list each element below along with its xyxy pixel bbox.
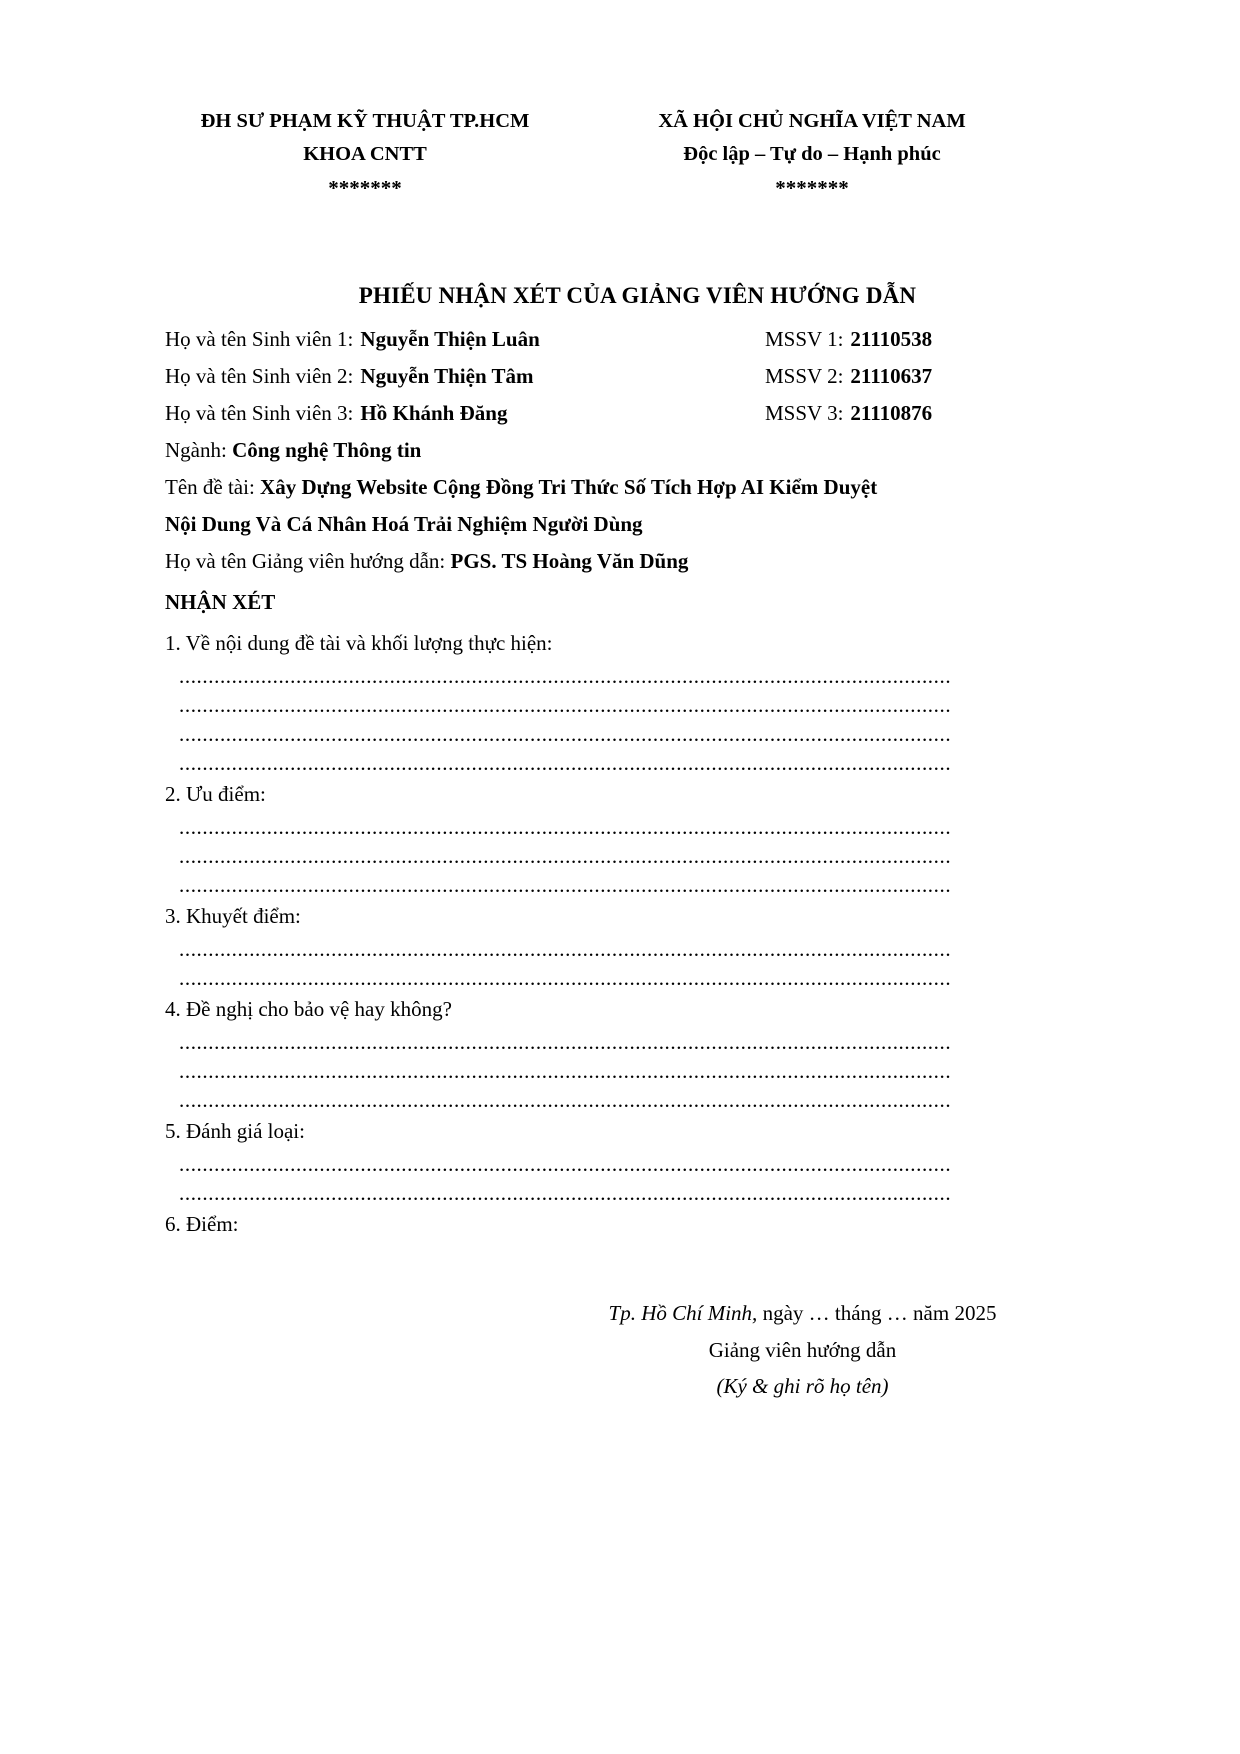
section-2-line-3: ....................................................................................................................................	[179, 873, 952, 898]
section-4-line-2: ....................................................................................................................................	[179, 1059, 952, 1084]
section-1-line-4: ....................................................................................................................................	[179, 751, 952, 776]
section-1-line-2: ....................................................................................................................................	[179, 693, 952, 718]
section-3-line-1: ....................................................................................................................................	[179, 937, 952, 962]
major-row	[165, 440, 1110, 461]
header-left-line-1: ĐH SƯ PHẠM KỸ THUẬT TP.HCM	[200, 110, 530, 132]
topic-label: Tên đề tài:	[165, 475, 255, 500]
section-4-line-1: ....................................................................................................................................	[179, 1030, 952, 1055]
advisor-label: Họ và tên Giảng viên hướng dẫn:	[165, 549, 446, 574]
student-row-1	[165, 329, 1110, 350]
student-3-id: 21110876	[850, 401, 933, 426]
section-5-line-1: ....................................................................................................................................	[179, 1152, 952, 1177]
student-2-name: Nguyễn Thiện Tâm	[360, 364, 534, 389]
student-3-id-label: MSSV 3:	[765, 401, 844, 426]
header-left-line-2: KHOA CNTT	[303, 143, 427, 166]
section-5-label: 5. Đánh giá loại:	[165, 1119, 305, 1144]
student-info-block	[165, 329, 1110, 572]
student-3-label: Họ và tên Sinh viên 3:	[165, 401, 354, 426]
section-1-label: 1. Về nội dung đề tài và khối lượng thực hiện:	[165, 631, 553, 656]
topic-line-2: Nội Dung Và Cá Nhân Hoá Trải Nghiệm Người Dùng	[165, 512, 643, 537]
header-right-line-2: Độc lập – Tự do – Hạnh phúc	[683, 143, 941, 166]
signature-date: ngày … tháng … năm 2025	[757, 1300, 997, 1325]
header-right-line-1: XÃ HỘI CHỦ NGHĨA VIỆT NAM	[658, 110, 966, 132]
header-right-column	[597, 105, 1027, 205]
advisor-value: PGS. TS Hoàng Văn Dũng	[450, 549, 689, 574]
topic-line-1: Xây Dựng Website Cộng Đồng Tri Thức Số Tích Hợp AI Kiểm Duyệt	[260, 475, 878, 500]
section-5-line-2: ....................................................................................................................................	[179, 1181, 952, 1206]
student-2-label: Họ và tên Sinh viên 2:	[165, 364, 354, 389]
section-6-label: 6. Điểm:	[165, 1211, 239, 1236]
signature-place-line	[495, 1295, 1110, 1332]
document-header	[165, 105, 1110, 205]
student-row-3	[165, 403, 1110, 424]
section-2-line-2: ....................................................................................................................................	[179, 844, 952, 869]
student-3-name: Hồ Khánh Đăng	[360, 401, 508, 426]
signature-role: Giảng viên hướng dẫn	[708, 1337, 897, 1362]
header-left-column	[165, 105, 565, 205]
section-1-line-1: ....................................................................................................................................	[179, 664, 952, 689]
student-1-id: 21110538	[850, 327, 933, 352]
student-1-name: Nguyễn Thiện Luân	[360, 327, 540, 352]
major-label: Ngành:	[165, 438, 227, 463]
topic-row	[165, 477, 1110, 498]
review-heading: NHẬN XÉT	[165, 590, 276, 615]
student-1-label: Họ và tên Sinh viên 1:	[165, 327, 354, 352]
section-4-label: 4. Đề nghị cho bảo vệ hay không?	[165, 997, 452, 1022]
section-3-label: 3. Khuyết điểm:	[165, 904, 301, 929]
header-right-stars: *******	[775, 176, 849, 201]
advisor-row	[165, 551, 1110, 572]
section-3-line-2: ....................................................................................................................................	[179, 966, 952, 991]
signature-block	[165, 1295, 1110, 1405]
section-2-line-1: ....................................................................................................................................	[179, 815, 952, 840]
section-1-line-3: ....................................................................................................................................	[179, 722, 952, 747]
section-2-label: 2. Ưu điểm:	[165, 782, 266, 807]
student-1-id-label: MSSV 1:	[765, 327, 844, 352]
student-2-id: 21110637	[850, 364, 933, 389]
page-title: PHIẾU NHẬN XÉT CỦA GIẢNG VIÊN HƯỚNG DẪN	[358, 283, 917, 309]
signature-note: (Ký & ghi rõ họ tên)	[716, 1374, 889, 1399]
header-left-stars: *******	[328, 176, 402, 201]
signature-place: Tp. Hồ Chí Minh,	[608, 1300, 758, 1325]
section-4-line-3: ....................................................................................................................................	[179, 1088, 952, 1113]
major-value: Công nghệ Thông tin	[232, 438, 422, 463]
student-row-2	[165, 366, 1110, 387]
student-2-id-label: MSSV 2:	[765, 364, 844, 389]
